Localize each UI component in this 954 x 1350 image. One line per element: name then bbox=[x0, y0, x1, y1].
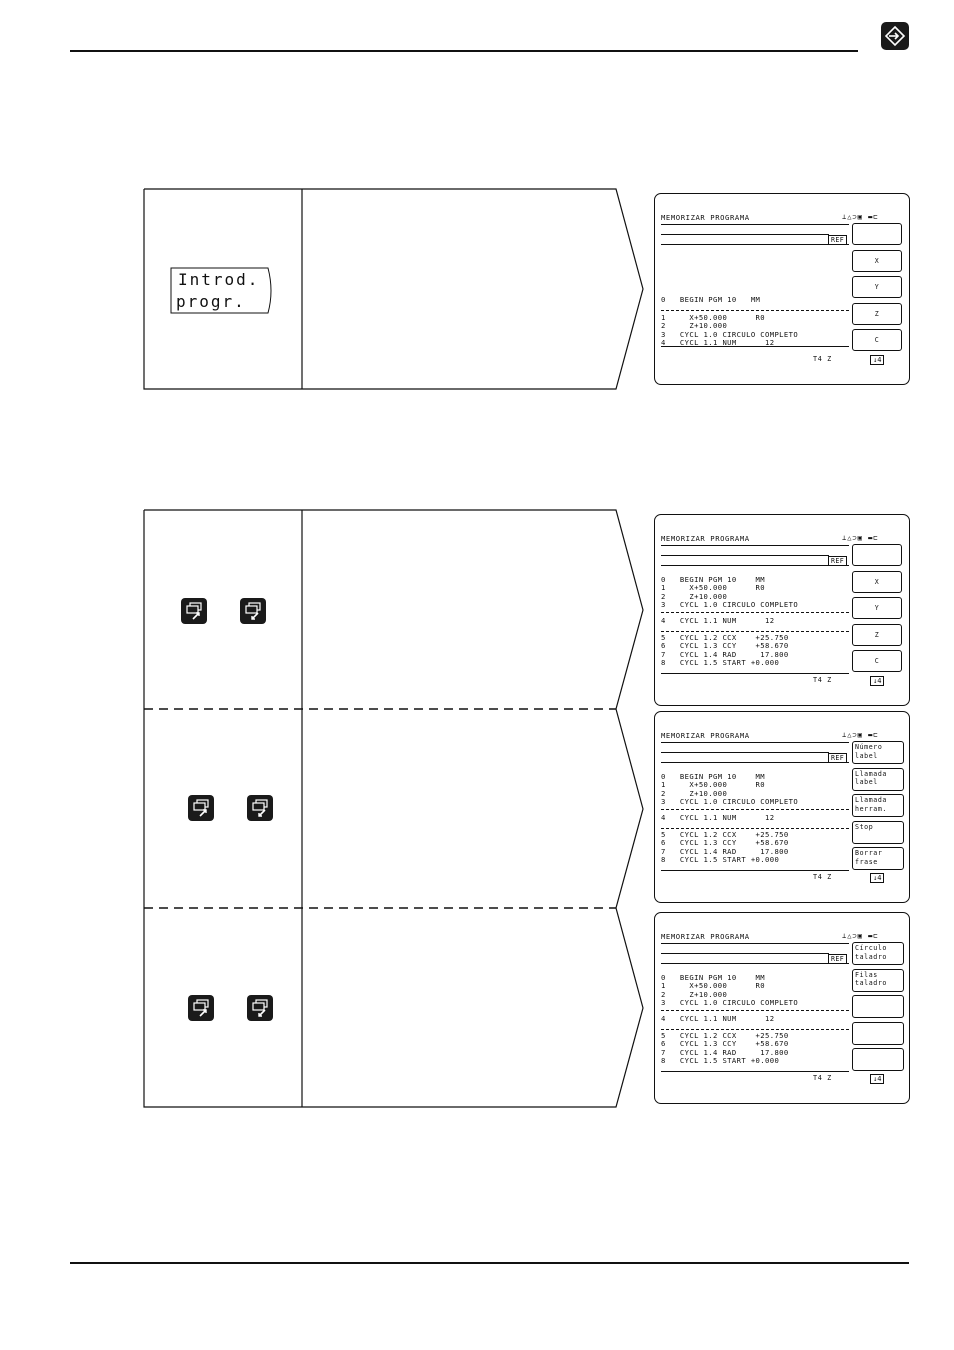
program-line[interactable]: 7 CYCL 1.4 RAD 17.800 bbox=[661, 1047, 789, 1057]
ref-indicator: REF bbox=[828, 954, 847, 964]
softkey-label-line1: Introd. bbox=[178, 270, 260, 289]
program-line[interactable]: 2 Z+10.000 bbox=[661, 321, 728, 331]
ref-indicator: REF bbox=[828, 235, 847, 245]
tnc-screen-1 bbox=[654, 193, 910, 385]
tool-indicator: ↓4 bbox=[870, 355, 884, 365]
status-axis: T4 Z bbox=[813, 873, 832, 881]
page-down-key-icon[interactable] bbox=[240, 598, 266, 624]
program-line[interactable]: 7 CYCL 1.4 RAD 17.800 bbox=[661, 846, 789, 856]
status-axis: T4 Z bbox=[813, 355, 832, 363]
ref-indicator: REF bbox=[828, 753, 847, 763]
screen-title: MEMORIZAR PROGRAMA bbox=[661, 731, 750, 740]
program-line[interactable]: 2 Z+10.000 bbox=[661, 989, 728, 999]
program-line[interactable]: 4 CYCL 1.1 NUM 12 bbox=[661, 616, 775, 625]
program-line[interactable]: 5 CYCL 1.2 CCX +25.750 bbox=[661, 633, 789, 642]
tnc-screen-4 bbox=[654, 912, 910, 1104]
screen-softkey[interactable]: X bbox=[852, 250, 902, 272]
program-line[interactable]: 5 CYCL 1.2 CCX +25.750 bbox=[661, 1031, 789, 1040]
status-icons: ⊥△⊃▣ ▬⊏ bbox=[842, 731, 879, 739]
status-axis: T4 Z bbox=[813, 676, 832, 684]
screen-softkey[interactable] bbox=[852, 544, 902, 566]
page-up-key-icon[interactable] bbox=[188, 795, 214, 821]
tool-indicator: ↓4 bbox=[870, 676, 884, 686]
program-line[interactable]: 5 CYCL 1.2 CCX +25.750 bbox=[661, 830, 789, 839]
screen-softkey[interactable]: Número label bbox=[852, 741, 904, 764]
program-line[interactable]: 8 CYCL 1.5 START +0.000 bbox=[661, 1055, 780, 1065]
program-line[interactable]: 1 X+50.000 R0 bbox=[661, 583, 765, 593]
screen-softkey[interactable]: C bbox=[852, 650, 902, 672]
program-line[interactable]: 0 BEGIN PGM 10 MM bbox=[661, 295, 761, 304]
softkey-label-line2: progr. bbox=[176, 292, 246, 311]
program-line[interactable]: 3 CYCL 1.0 CIRCULO COMPLETO bbox=[661, 796, 799, 806]
program-line[interactable]: 6 CYCL 1.3 CCY +58.670 bbox=[661, 1039, 789, 1049]
screen-title: MEMORIZAR PROGRAMA bbox=[661, 213, 750, 222]
screen-softkey[interactable]: Y bbox=[852, 597, 902, 619]
header-rule bbox=[70, 50, 858, 52]
program-line[interactable]: 6 CYCL 1.3 CCY +58.670 bbox=[661, 641, 789, 651]
tnc-screen-2 bbox=[654, 514, 910, 706]
screen-softkey[interactable]: Llamada herram. bbox=[852, 794, 904, 817]
tnc-screen-3 bbox=[654, 711, 910, 903]
page-up-key-icon[interactable] bbox=[188, 995, 214, 1021]
status-icons: ⊥△⊃▣ ▬⊏ bbox=[842, 213, 879, 221]
step-2-frame bbox=[143, 509, 648, 1109]
program-line[interactable]: 1 X+50.000 R0 bbox=[661, 780, 765, 790]
status-icons: ⊥△⊃▣ ▬⊏ bbox=[842, 534, 879, 542]
program-line[interactable]: 4 CYCL 1.1 NUM 12 bbox=[661, 337, 775, 347]
screen-title: MEMORIZAR PROGRAMA bbox=[661, 932, 750, 941]
program-line[interactable]: 6 CYCL 1.3 CCY +58.670 bbox=[661, 838, 789, 848]
tool-indicator: ↓4 bbox=[870, 1074, 884, 1084]
program-line[interactable]: 2 Z+10.000 bbox=[661, 788, 728, 798]
screen-title: MEMORIZAR PROGRAMA bbox=[661, 534, 750, 543]
footer-rule bbox=[70, 1262, 909, 1264]
screen-softkey[interactable]: Filas taladro bbox=[852, 969, 904, 992]
program-line[interactable]: 4 CYCL 1.1 NUM 12 bbox=[661, 813, 775, 822]
program-line[interactable]: 0 BEGIN PGM 10 MM bbox=[661, 973, 765, 982]
program-line[interactable]: 4 CYCL 1.1 NUM 12 bbox=[661, 1014, 775, 1023]
screen-softkey[interactable]: X bbox=[852, 571, 902, 593]
program-line[interactable]: 2 Z+10.000 bbox=[661, 591, 728, 601]
program-line[interactable]: 0 BEGIN PGM 10 MM bbox=[661, 575, 765, 584]
program-line[interactable]: 1 X+50.000 R0 bbox=[661, 313, 765, 322]
page-down-key-icon[interactable] bbox=[247, 995, 273, 1021]
status-axis: T4 Z bbox=[813, 1074, 832, 1082]
program-line[interactable]: 8 CYCL 1.5 START +0.000 bbox=[661, 854, 780, 864]
screen-softkey[interactable]: C bbox=[852, 329, 902, 351]
ref-indicator: REF bbox=[828, 556, 847, 566]
screen-softkey[interactable]: Y bbox=[852, 276, 902, 298]
program-line[interactable]: 3 CYCL 1.0 CIRCULO COMPLETO bbox=[661, 599, 799, 609]
screen-softkey[interactable]: Stop bbox=[852, 821, 904, 844]
screen-softkey[interactable]: Z bbox=[852, 624, 902, 646]
program-line[interactable]: 3 CYCL 1.0 CIRCULO COMPLETO bbox=[661, 329, 799, 339]
screen-softkey[interactable] bbox=[852, 223, 902, 245]
screen-softkey[interactable] bbox=[852, 995, 904, 1018]
program-line[interactable]: 8 CYCL 1.5 START +0.000 bbox=[661, 657, 780, 667]
screen-softkey[interactable]: Llamada label bbox=[852, 768, 904, 791]
screen-softkey[interactable]: Círculo taladro bbox=[852, 942, 904, 965]
program-entry-icon bbox=[881, 22, 909, 50]
screen-softkey[interactable]: Borrar frase bbox=[852, 847, 904, 870]
page-down-key-icon[interactable] bbox=[247, 795, 273, 821]
status-icons: ⊥△⊃▣ ▬⊏ bbox=[842, 932, 879, 940]
program-line[interactable]: 7 CYCL 1.4 RAD 17.800 bbox=[661, 649, 789, 659]
program-line[interactable]: 3 CYCL 1.0 CIRCULO COMPLETO bbox=[661, 997, 799, 1007]
screen-softkey[interactable] bbox=[852, 1022, 904, 1045]
softkey-introd-progr[interactable] bbox=[170, 267, 270, 313]
screen-softkey[interactable] bbox=[852, 1048, 904, 1071]
program-line[interactable]: 1 X+50.000 R0 bbox=[661, 981, 765, 991]
screen-softkey[interactable]: Z bbox=[852, 303, 902, 325]
tool-indicator: ↓4 bbox=[870, 873, 884, 883]
program-line[interactable]: 0 BEGIN PGM 10 MM bbox=[661, 772, 765, 781]
page-up-key-icon[interactable] bbox=[181, 598, 207, 624]
